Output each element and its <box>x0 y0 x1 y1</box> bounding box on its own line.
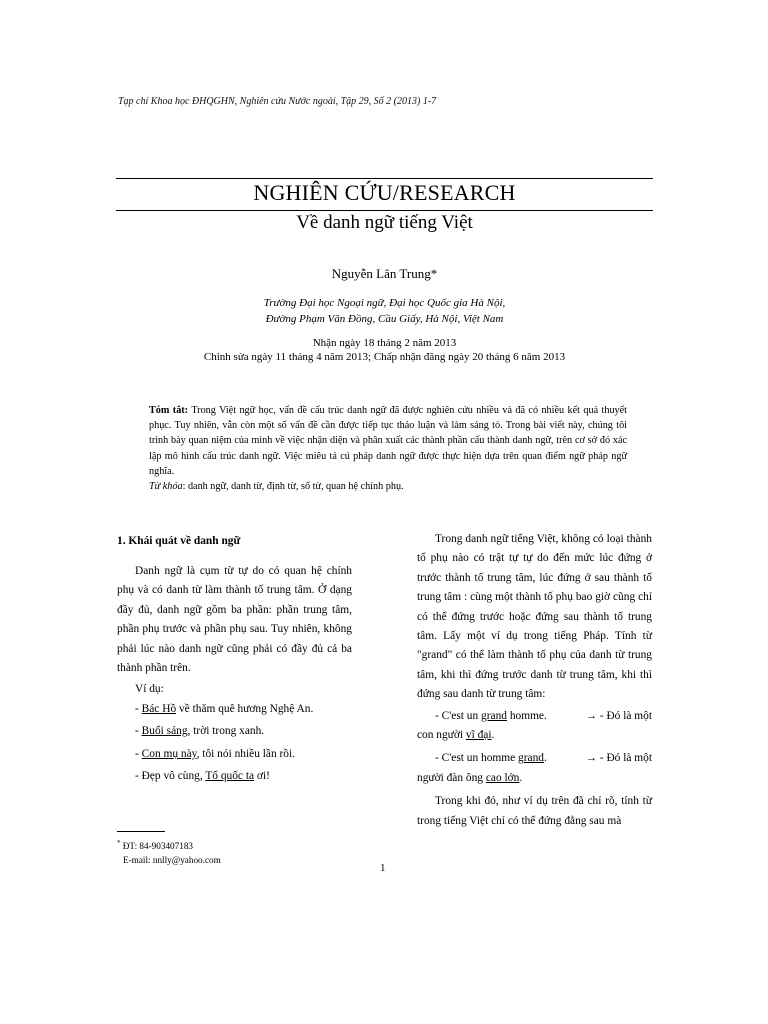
example-rest: , tôi nói nhiều lần rồi. <box>196 747 295 760</box>
example-prefix: - <box>135 702 142 715</box>
journal-reference: Tạp chí Khoa học ĐHQGHN, Nghiên cứu Nước ngoài, Tập 29, Số 2 (2013) 1-7 <box>118 96 437 107</box>
translation-gloss: → - Đó là một <box>585 709 652 722</box>
revised-accepted-dates: Chỉnh sửa ngày 11 tháng 4 năm 2013; Chấp nhận đăng ngày 20 tháng 6 năm 2013 <box>203 351 566 363</box>
title-rule-top <box>116 178 653 179</box>
french-example-text: . <box>543 752 547 765</box>
author-name: Nguyễn Lân Trung* <box>331 266 438 281</box>
example-noun-phrase: Bác Hồ <box>141 702 177 715</box>
example-noun-phrase: Buổi sáng <box>141 725 188 738</box>
title-rule-bottom <box>116 210 653 211</box>
example-item <box>135 745 352 764</box>
translation-text: người đàn ông <box>417 771 486 784</box>
body-paragraph: Trong danh ngữ tiếng Việt, không có loại thành tố phụ nào có trật tự tự do đến mức lúc đứng ở trước thành tố trung tâm, lúc đứng ở sau thành tố trung tâm : cùng một thành tố phụ bao giờ cũng chỉ có thể đứng trước hoặc đứng sau thành tố trung tâm. Lấy một ví dụ trong tiếng Pháp. Tính từ "grand" có thể làm thành tố phụ của danh từ trung tâm, khi thì đứng trước danh từ trung tâm, khi thì đứng sau danh từ trung tâm: <box>417 533 652 701</box>
translation-text: . <box>491 729 495 742</box>
abstract-body <box>149 403 627 479</box>
example-prefix: - <box>135 725 142 738</box>
keywords-text: : danh ngữ, danh từ, định từ, số từ, quan hệ chính phụ. <box>182 481 404 493</box>
abstract-text: Trong Việt ngữ học, vấn đề cấu trúc danh ngữ đã được nghiên cứu nhiều và đã có nhiều kết quả thuyết phục. Tuy nhiên, vẫn còn một số vấn đề cần được tiếp tục thảo luận và làm sáng tỏ. Trong bài viết này, chúng tôi trình bày quan niệm của mình về việc nhận diện và phân xuất các thành phần cấu thành danh ngữ, trên cơ sở đó xác lập mô hình cấu trúc danh ngữ. Việc miêu tả cú pháp danh ngữ được thực hiện dựa trên quan điểm ngữ pháp ngữ nghĩa. <box>149 405 627 477</box>
translation-adjective: vĩ đại <box>465 729 492 742</box>
example-item <box>135 700 352 719</box>
section-type: NGHIÊN CỨU/RESEARCH <box>253 180 516 205</box>
right-column <box>417 530 652 833</box>
footnote <box>117 836 221 867</box>
example-rest: ơi! <box>254 770 270 783</box>
example-noun-phrase: Con mụ này <box>141 747 197 760</box>
example-item <box>135 767 352 786</box>
article-title: Về danh ngữ tiếng Việt <box>296 212 473 233</box>
translation-continuation <box>417 726 652 745</box>
example-rest: , trời trong xanh. <box>187 725 265 738</box>
translation-gloss: → - Đó là một <box>585 752 652 765</box>
body-paragraph: Trong khi đó, như ví dụ trên đã chỉ rõ, tính từ trong tiếng Việt chỉ có thể đứng đằng sau mà <box>417 795 652 827</box>
body-paragraph: Danh ngữ là cụm từ tự do có quan hệ chính phụ và có danh từ làm thành tố trung tâm. Ở dạng đầy đủ, danh ngữ gồm ba phần: phần trung tâm, phần phụ trước và phần phụ sau. Tuy nhiên, không phải lúc nào danh ngữ cũng phải có đầy đủ cả ba thành phần trên. <box>117 565 352 675</box>
translation-adjective: cao lớn <box>485 771 520 784</box>
translation-text: con người <box>417 729 466 742</box>
affiliation-line: Trường Đại học Ngoại ngữ, Đại học Quốc gia Hà Nội, <box>263 297 506 309</box>
french-example-adjective: grand <box>518 752 544 765</box>
affiliation <box>116 295 653 327</box>
french-example <box>435 707 652 726</box>
translation-text: . <box>519 771 523 784</box>
french-example <box>435 749 652 768</box>
french-example-text: - C'est un homme <box>435 752 519 765</box>
keywords <box>149 479 627 494</box>
footnote-phone-text: ĐT: 84-903407183 <box>122 841 194 852</box>
example-noun-phrase: Tổ quốc ta <box>205 770 255 783</box>
keywords-label: Từ khóa <box>149 481 183 493</box>
french-example-adjective: grand <box>481 709 507 722</box>
received-date: Nhận ngày 18 tháng 2 năm 2013 <box>312 337 457 349</box>
abstract <box>149 403 627 494</box>
example-prefix: - <box>135 747 142 760</box>
example-item <box>135 722 352 741</box>
footnote-separator <box>117 831 165 832</box>
page-number: 1 <box>380 862 386 874</box>
footnote-email: E-mail: nnlly@yahoo.com <box>123 855 221 866</box>
abstract-label: Tóm tắt: <box>149 405 189 416</box>
example-intro: Ví dụ: <box>135 683 164 696</box>
translation-continuation <box>417 769 652 788</box>
article-dates <box>116 336 653 364</box>
example-prefix: - Đẹp vô cùng, <box>135 770 206 783</box>
footnote-marker: * <box>117 839 121 847</box>
left-column <box>117 530 352 789</box>
french-example-text: - C'est un <box>435 709 482 722</box>
section-heading: 1. Khái quát về danh ngữ <box>117 535 241 547</box>
affiliation-line: Đường Phạm Văn Đồng, Cầu Giấy, Hà Nội, Việt Nam <box>265 313 504 325</box>
example-rest: về thăm quê hương Nghệ An. <box>176 702 314 715</box>
footnote-phone <box>117 836 221 853</box>
french-example-text: homme. <box>506 709 547 722</box>
